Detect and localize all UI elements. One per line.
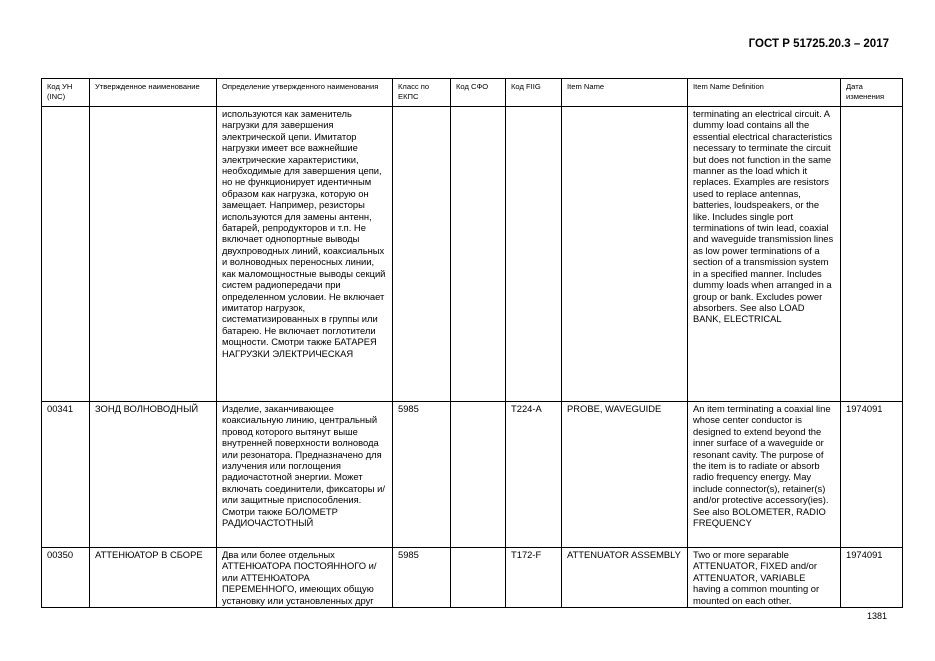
cell-inc: 00350 xyxy=(42,548,90,608)
column-header-fiig: Код FIIG xyxy=(506,79,562,107)
cell-sfo xyxy=(451,548,506,608)
column-header-sfo: Код СФО xyxy=(451,79,506,107)
cell-class: 5985 xyxy=(393,548,451,608)
cell-change-date: 1974091 xyxy=(841,402,903,548)
cell-fiig: T224-A xyxy=(506,402,562,548)
table-row xyxy=(42,107,903,402)
nomenclature-table xyxy=(41,78,903,608)
column-header-definition: Определение утвержденного наименования xyxy=(217,79,393,107)
cell-item-name-definition: terminating an electrical circuit. A dummy load contains all the essential electrical characteristics necessary to terminate the circuit but does not function in the same manner as the load which it replaces. Examples are resistors used to replace antennas, batteries, loudspeakers, or the like. Includes single port terminations of twin lead, coaxial and waveguide transmission lines as low power terminations of a section of a transmission system in a specified manner. Includes dummy loads when arranged in a group or bank. Excludes power absorbers. See also LOAD BANK, ELECTRICAL xyxy=(688,107,841,402)
cell-class: 5985 xyxy=(393,402,451,548)
cell-definition: используются как заменитель нагрузки для завершения электрической цепи. Имитатор нагрузки имеет все важнейшие электрические характеристики, необходимые для завершения цепи, но не функционирует идентичным образом как нагрузка, которую он замещает. Например, резисторы используются для замены антенн, батарей, репродукторов и т.п. Не включает однопортные выводы двухпроводных линий, коаксиальных и волноводных переносных линии, как маломощностные выводы секций систем радиопередачи при определенном условии. Не включает имитатор нагрузок, систематизированных в группы или батарею. Не включает поглотители мощности. Смотри также БАТАРЕЯ НАГРУЗКИ ЭЛЕКТРИЧЕСКАЯ xyxy=(217,107,393,402)
cell-change-date xyxy=(841,107,903,402)
cell-sfo xyxy=(451,107,506,402)
cell-sfo xyxy=(451,402,506,548)
cell-item-name-definition: Two or more separable ATTENUATOR, FIXED and/or ATTENUATOR, VARIABLE having a common mounting or mounted on each other. xyxy=(688,548,841,608)
table-row xyxy=(42,402,903,548)
standard-header: ГОСТ Р 51725.20.3 – 2017 xyxy=(748,38,889,50)
column-header-item-name-definition: Item Name Definition xyxy=(688,79,841,107)
column-header-change-date: Дата изменения xyxy=(841,79,903,107)
cell-item-name: ATTENUATOR ASSEMBLY xyxy=(562,548,688,608)
cell-item-name xyxy=(562,107,688,402)
table-header-row xyxy=(42,79,903,107)
cell-item-name-definition: An item terminating a coaxial line whose center conductor is designed to extend beyond the inner surface of a waveguide or resonant cavity. The purpose of the item is to radiate or absorb radio frequency energy. May include connector(s), retainer(s) and/or protective accessory(ies). See also BOLOMETER, RADIO FREQUENCY xyxy=(688,402,841,548)
cell-change-date: 1974091 xyxy=(841,548,903,608)
cell-fiig xyxy=(506,107,562,402)
cell-definition: Изделие, заканчивающее коаксиальную линию, центральный провод которого вытянут выше внутренней поверхности волновода или резонатора. Предназначено для излучения или поглощения радиочастотной энергии. Может включать соединители, фиксаторы и/или защитные приспособления. Смотри также БОЛОМЕТР РАДИОЧАСТОТНЫЙ xyxy=(217,402,393,548)
cell-item-name: PROBE, WAVEGUIDE xyxy=(562,402,688,548)
column-header-inc: Код УН (INC) xyxy=(42,79,90,107)
column-header-item-name: Item Name xyxy=(562,79,688,107)
cell-fiig: T172-F xyxy=(506,548,562,608)
cell-inc: 00341 xyxy=(42,402,90,548)
column-header-class: Класс по ЕКПС xyxy=(393,79,451,107)
cell-approved-name: ЗОНД ВОЛНОВОДНЫЙ xyxy=(90,402,217,548)
cell-approved-name: АТТЕНЮАТОР В СБОРЕ xyxy=(90,548,217,608)
cell-approved-name xyxy=(90,107,217,402)
column-header-approved-name: Утвержденное наименование xyxy=(90,79,217,107)
cell-class xyxy=(393,107,451,402)
cell-definition: Два или более отдельных АТТЕНЮАТОРА ПОСТОЯННОГО и/или АТТЕНЮАТОРА ПЕРЕМЕННОГО, имеющих общую установку или установленных друг xyxy=(217,548,393,608)
cell-inc xyxy=(42,107,90,402)
page-number: 1381 xyxy=(866,611,887,621)
table-row xyxy=(42,548,903,608)
